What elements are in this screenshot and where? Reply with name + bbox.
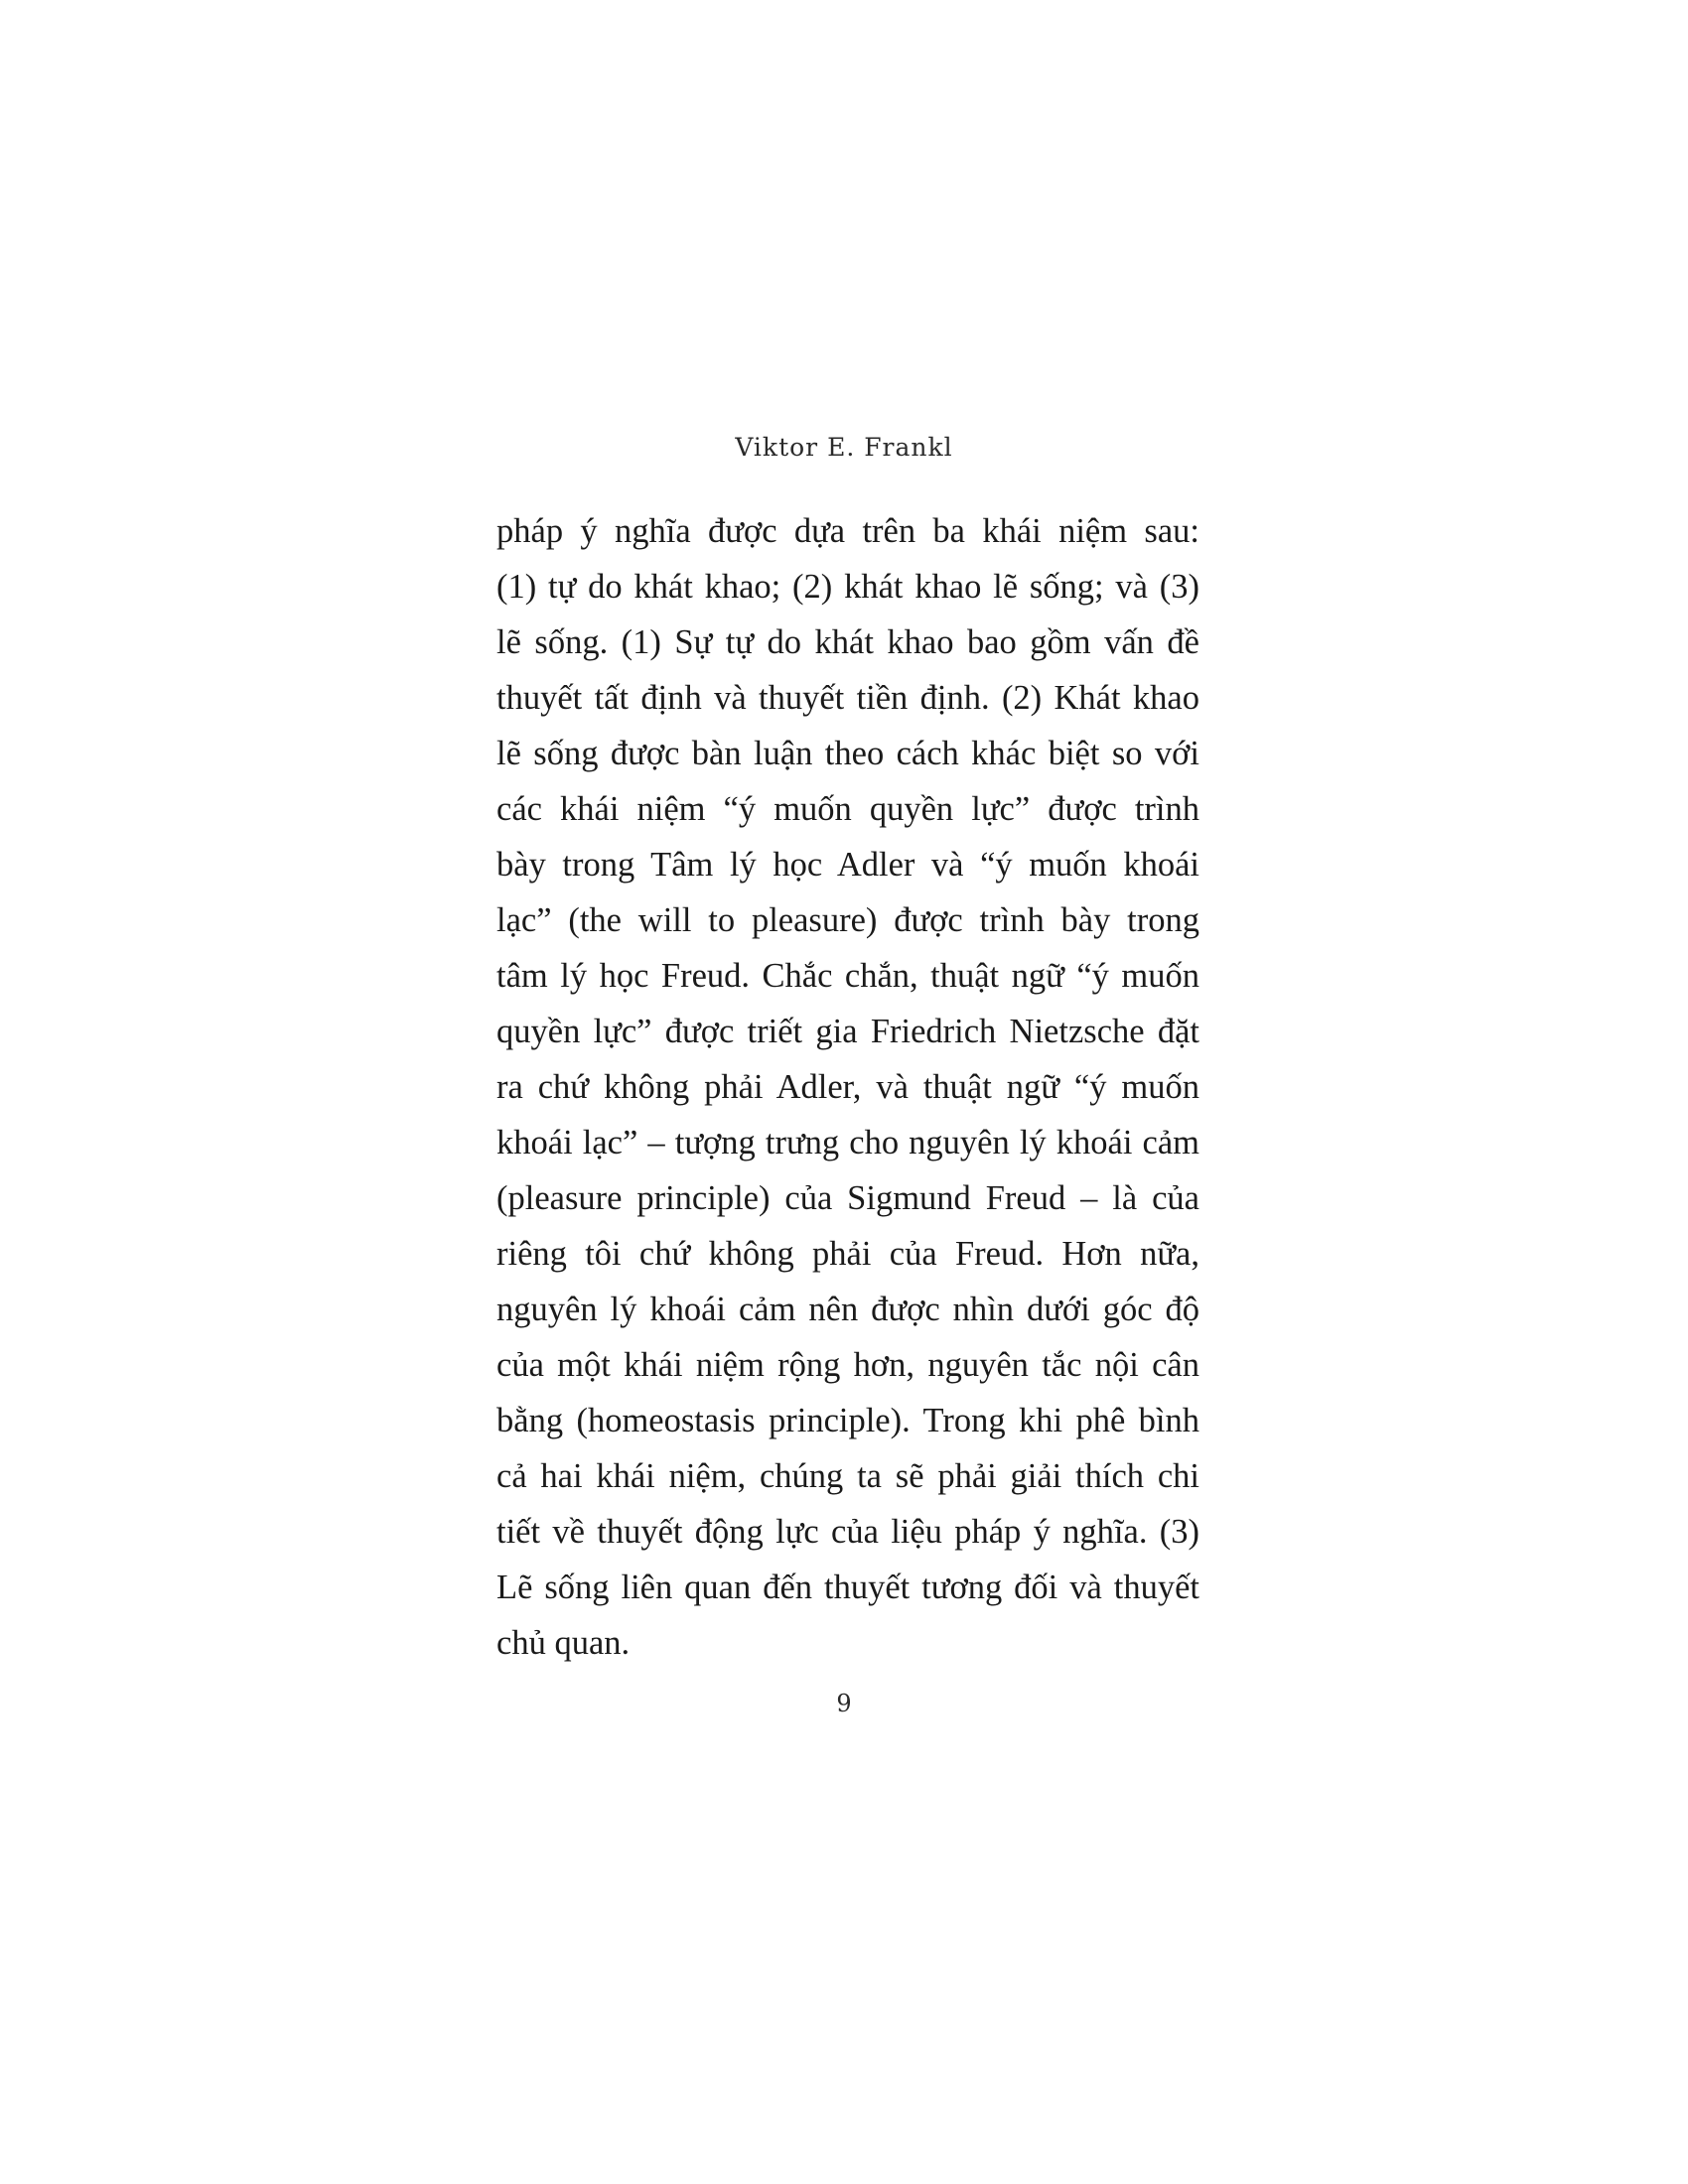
text-line: pháp ý nghĩa được dựa trên ba khái niệm sau:	[496, 512, 1199, 550]
text-line: của một khái niệm rộng hơn, nguyên tắc nội cân	[496, 1346, 1199, 1384]
text-line: lạc” (the will to pleasure) được trình bày trong	[496, 901, 1199, 939]
text-line: quyền lực” được triết gia Friedrich Nietzsche đặt	[496, 1013, 1199, 1050]
text-line: khoái lạc” – tượng trưng cho nguyên lý khoái cảm	[496, 1124, 1199, 1161]
running-header-author: Viktor E. Frankl	[735, 433, 953, 462]
text-line: nguyên lý khoái cảm nên được nhìn dưới góc độ	[496, 1291, 1199, 1328]
text-line: tâm lý học Freud. Chắc chắn, thuật ngữ “ý muốn	[496, 957, 1199, 995]
text-line: chủ quan.	[496, 1624, 631, 1662]
text-line: riêng tôi chứ không phải của Freud. Hơn nữa,	[496, 1235, 1199, 1273]
body-paragraph	[496, 503, 1199, 1671]
text-line: bằng (homeostasis principle). Trong khi phê bình	[496, 1402, 1199, 1439]
text-line: lẽ sống được bàn luận theo cách khác biệt so với	[496, 735, 1199, 772]
text-line: ra chứ không phải Adler, và thuật ngữ “ý muốn	[496, 1068, 1199, 1106]
page-number: 9	[836, 1690, 852, 1717]
text-line: bày trong Tâm lý học Adler và “ý muốn khoái	[496, 846, 1199, 884]
text-line: thuyết tất định và thuyết tiền định. (2) Khát khao	[496, 679, 1199, 717]
text-line: các khái niệm “ý muốn quyền lực” được trình	[496, 790, 1199, 828]
text-line: Lẽ sống liên quan đến thuyết tương đối và thuyết	[496, 1569, 1199, 1606]
text-line: cả hai khái niệm, chúng ta sẽ phải giải thích chi	[496, 1457, 1199, 1495]
text-line: (pleasure principle) của Sigmund Freud – là của	[496, 1179, 1199, 1217]
text-line: tiết về thuyết động lực của liệu pháp ý nghĩa. (3)	[496, 1513, 1199, 1551]
text-line: lẽ sống. (1) Sự tự do khát khao bao gồm vấn đề	[496, 623, 1199, 661]
text-line: (1) tự do khát khao; (2) khát khao lẽ sống; và (3)	[496, 568, 1199, 606]
